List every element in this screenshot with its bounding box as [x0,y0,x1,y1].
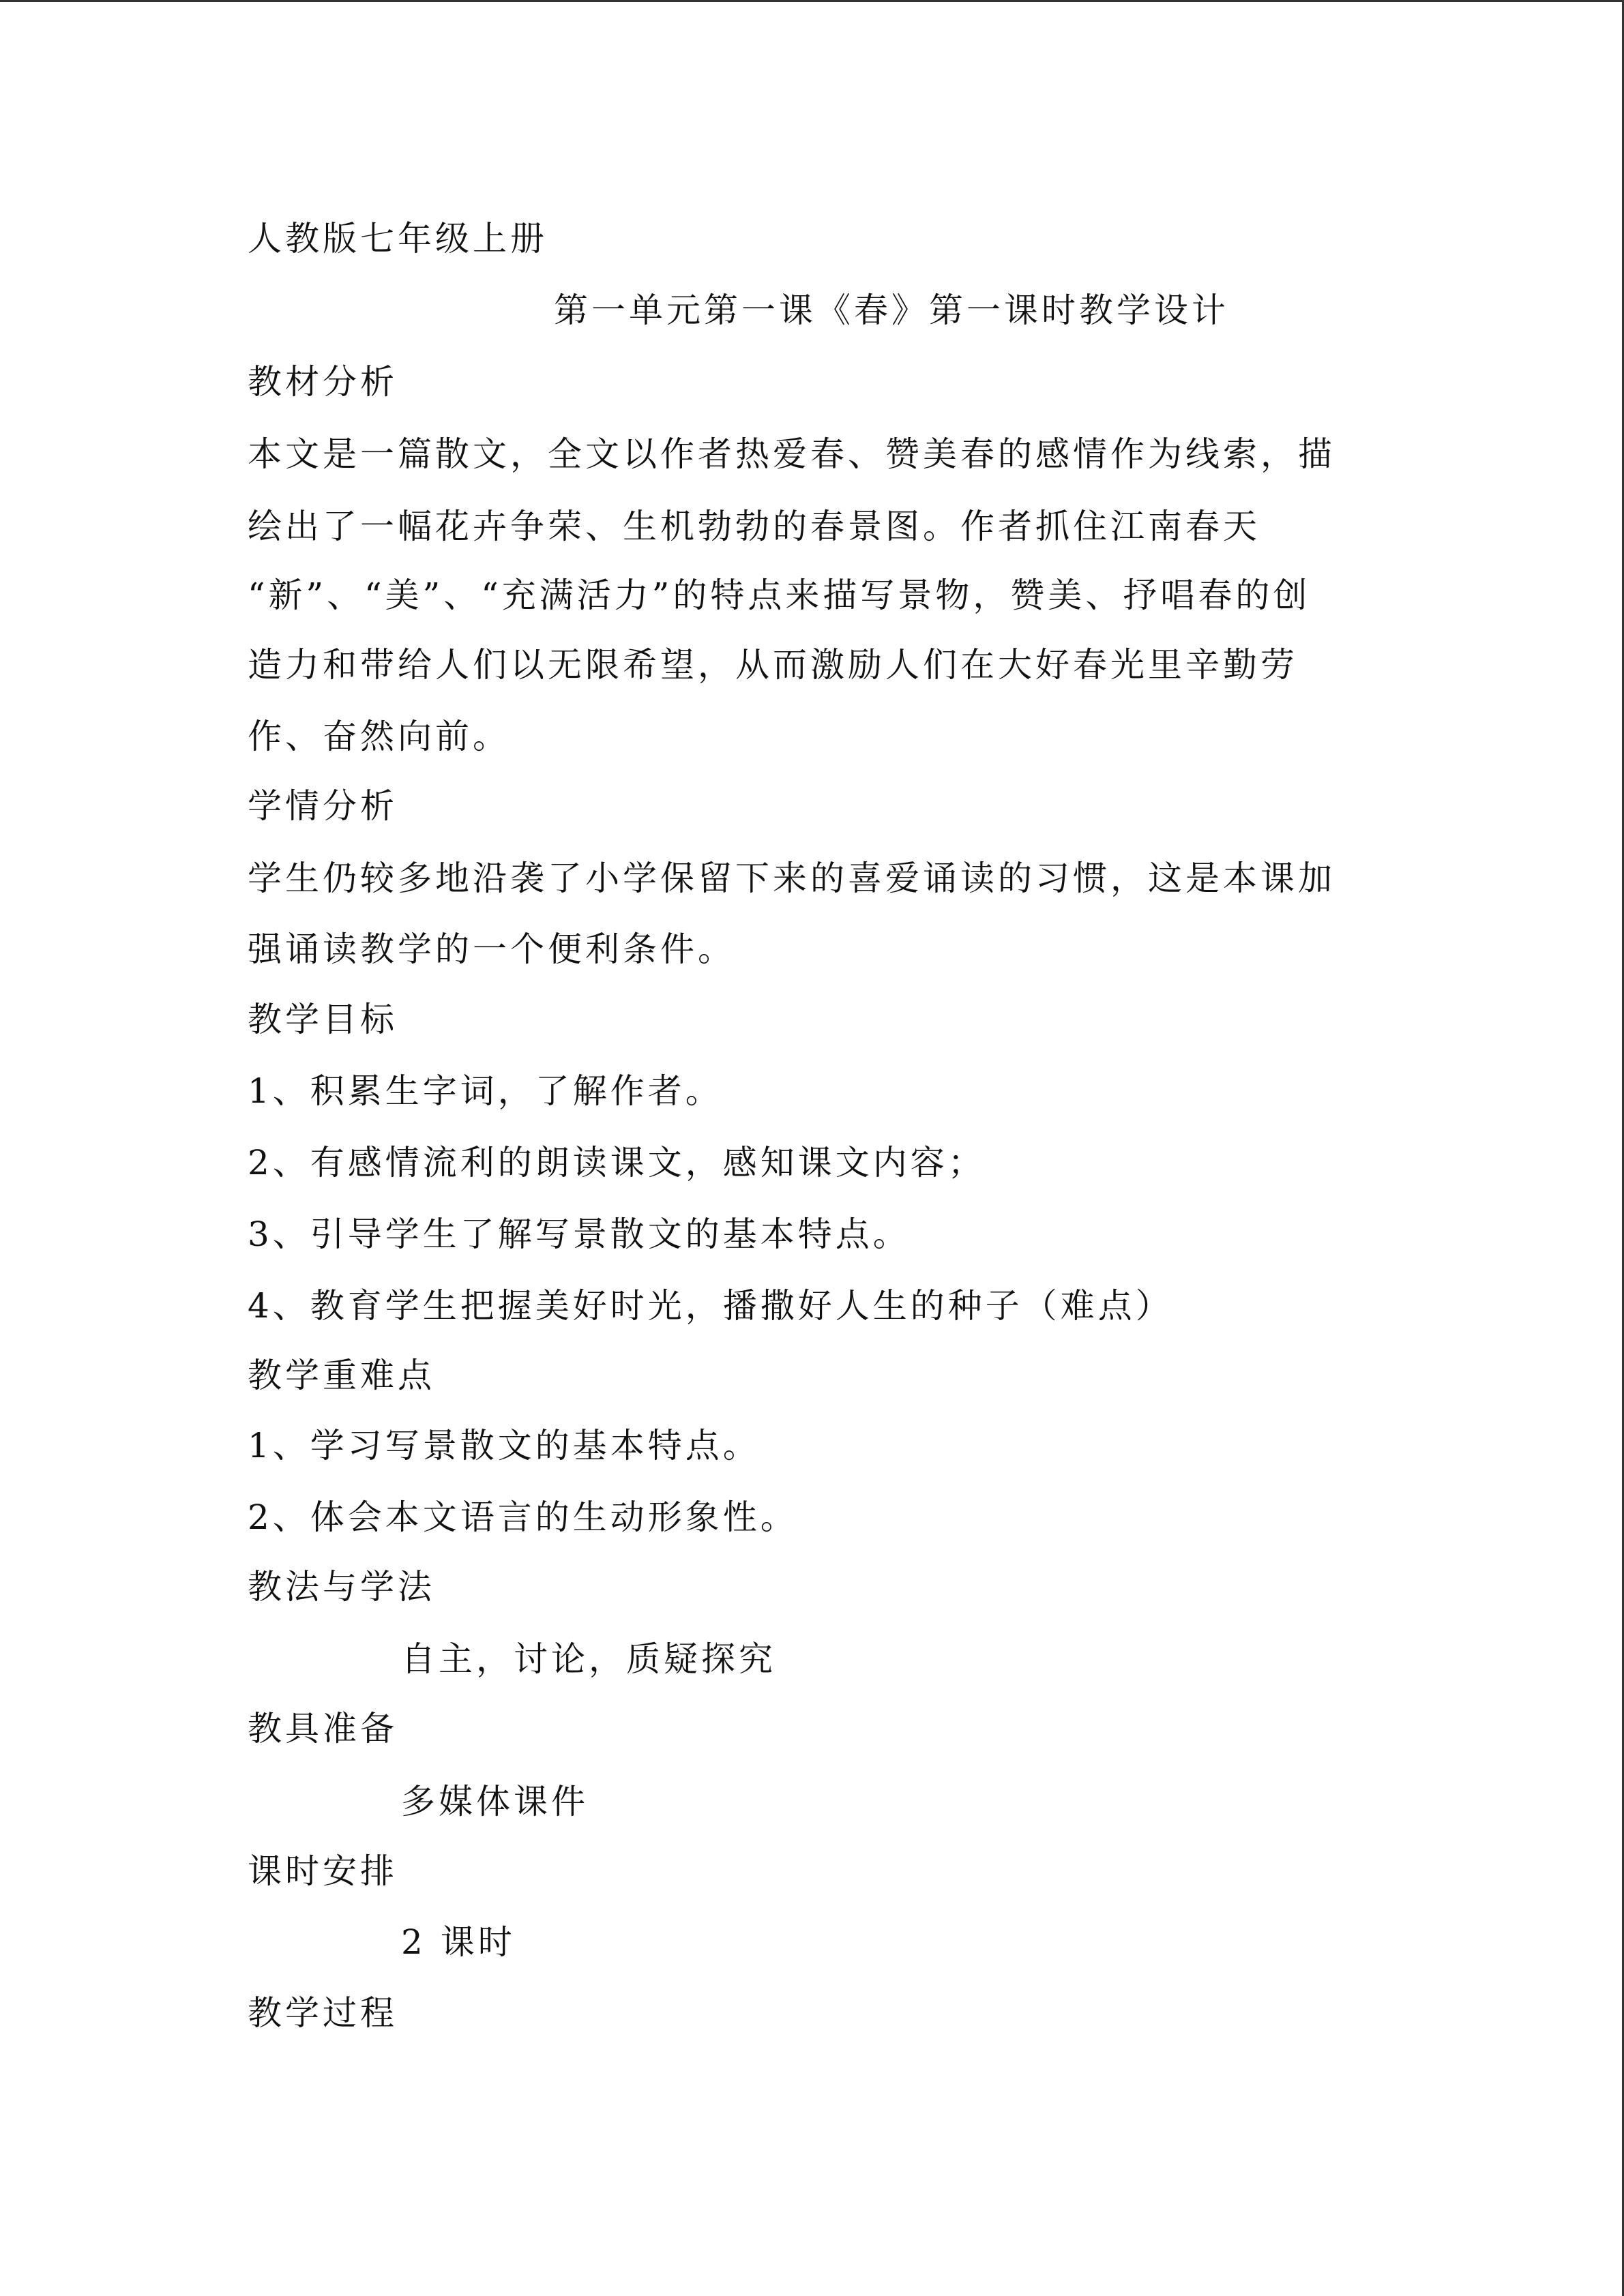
material-analysis-line-1: 本文是一篇散文，全文以作者热爱春、赞美春的感情作为线索，描 [248,434,1335,474]
heading-schedule: 课时安排 [248,1851,398,1891]
schedule-content: 2 课时 [401,1922,516,1962]
heading-material-analysis: 教材分析 [248,362,398,402]
key-point-item-1: 1、学习写景散文的基本特点。 [248,1426,761,1465]
heading-student-analysis: 学情分析 [248,786,398,826]
teaching-goal-item-2: 2、有感情流利的朗读课文，感知课文内容； [248,1143,986,1182]
student-analysis-line-2: 强诵读教学的一个便利条件。 [248,929,735,969]
heading-tools: 教具准备 [248,1709,398,1748]
teaching-goal-item-1: 1、积累生字词，了解作者。 [248,1071,723,1111]
material-analysis-line-3: “新”、“美”、“充满活力”的特点来描写景物，赞美、抒唱春的创 [248,576,1311,615]
heading-key-points: 教学重难点 [248,1356,435,1395]
document-header: 人教版七年级上册 [248,219,548,258]
heading-process: 教学过程 [248,1993,398,2033]
material-analysis-line-4: 造力和带给人们以无限希望，从而激励人们在大好春光里辛勤劳 [248,645,1298,685]
material-analysis-line-5: 作、奋然向前。 [248,717,510,756]
key-point-item-2: 2、体会本文语言的生动形象性。 [248,1497,798,1537]
heading-methods: 教法与学法 [248,1567,435,1607]
student-analysis-line-1: 学生仍较多地沿袭了小学保留下来的喜爱诵读的习惯，这是本课加 [248,859,1335,898]
tools-content: 多媒体课件 [401,1782,589,1821]
teaching-goal-item-4: 4、教育学生把握美好时光，播撒好人生的种子（难点） [248,1286,1173,1326]
teaching-goal-item-3: 3、引导学生了解写景散文的基本特点。 [248,1214,911,1254]
methods-content: 自主，讨论，质疑探究 [401,1639,776,1679]
document-title: 第一单元第一课《春》第一课时教学设计 [554,290,1229,330]
heading-teaching-goals: 教学目标 [248,1000,398,1039]
page-top-border [0,0,1624,2]
material-analysis-line-2: 绘出了一幅花卉争荣、生机勃勃的春景图。作者抓住江南春天 [248,507,1260,546]
